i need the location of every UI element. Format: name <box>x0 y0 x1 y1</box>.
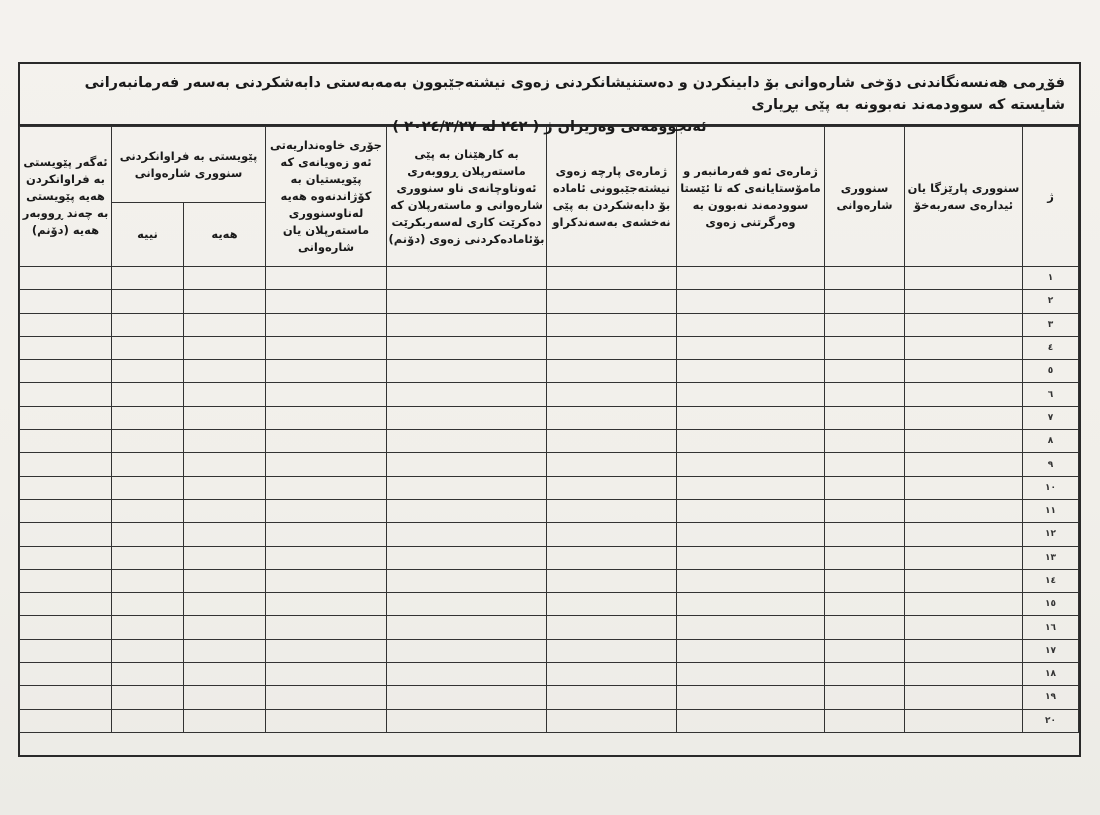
table-cell[interactable] <box>266 639 387 662</box>
table-cell[interactable] <box>387 663 547 686</box>
table-cell[interactable] <box>677 430 825 453</box>
table-cell[interactable] <box>112 430 184 453</box>
table-cell[interactable] <box>547 267 677 290</box>
table-cell[interactable] <box>20 313 112 336</box>
header-land-count: ژمارەی پارچە زەوی نیشتەجێبوونی ئامادە بۆ دابەشکردن بە پێی نەخشەی بەسەندکراو <box>547 127 677 267</box>
table-cell[interactable] <box>184 663 266 686</box>
table-cell[interactable] <box>387 267 547 290</box>
table-cell[interactable] <box>20 406 112 429</box>
table-cell[interactable] <box>547 499 677 522</box>
table-cell[interactable] <box>184 709 266 732</box>
header-masterplan: بە کارهێنان بە پێی ماستەرپلان ڕووبەری ئەوناوچانەی ناو سنووری شارەوانی و ماستەرپلان کە دەکرێت کاری لەسەربکرێت بۆئامادەکردنی زەوی (دۆنم) <box>387 127 547 267</box>
row-number: ٦ <box>1023 383 1079 406</box>
table-cell[interactable] <box>184 430 266 453</box>
table-cell[interactable] <box>677 313 825 336</box>
header-employees: ژمارەی ئەو فەرمانبەر و مامۆستایانەی کە تا ئێستا سوودمەند نەبوون بە وەرگرتنی زەوی <box>677 127 825 267</box>
table-row <box>20 686 1079 709</box>
table-cell[interactable] <box>387 639 547 662</box>
table-cell[interactable] <box>825 336 905 359</box>
table-cell[interactable] <box>184 360 266 383</box>
row-number: ١٤ <box>1023 569 1079 592</box>
table-cell[interactable] <box>825 569 905 592</box>
table-cell[interactable] <box>905 267 1023 290</box>
table-cell[interactable] <box>184 639 266 662</box>
table-cell[interactable] <box>677 453 825 476</box>
header-land-type: جۆری خاوەنداریەتی ئەو زەویانەی کە پێویستیان بە کۆژاندنەوە هەیە لەناوسنووری ماستەرپلان یان شارەوانی <box>266 127 387 267</box>
table-cell[interactable] <box>547 546 677 569</box>
table-cell[interactable] <box>387 686 547 709</box>
table-cell[interactable] <box>112 616 184 639</box>
table-cell[interactable] <box>825 616 905 639</box>
table-cell[interactable] <box>905 336 1023 359</box>
table-cell[interactable] <box>387 616 547 639</box>
table-cell[interactable] <box>20 523 112 546</box>
table-cell[interactable] <box>112 686 184 709</box>
table-cell[interactable] <box>387 546 547 569</box>
table-cell[interactable] <box>547 313 677 336</box>
table-cell[interactable] <box>905 663 1023 686</box>
table-cell[interactable] <box>905 476 1023 499</box>
table-cell[interactable] <box>547 360 677 383</box>
table-cell[interactable] <box>905 593 1023 616</box>
table-cell[interactable] <box>387 476 547 499</box>
table-cell[interactable] <box>677 406 825 429</box>
row-number: ٧ <box>1023 406 1079 429</box>
header-expand-no: نییە <box>112 203 184 267</box>
table-cell[interactable] <box>266 406 387 429</box>
table-cell[interactable] <box>184 686 266 709</box>
table-cell[interactable] <box>387 336 547 359</box>
row-number: ١٣ <box>1023 546 1079 569</box>
table-cell[interactable] <box>905 546 1023 569</box>
table-cell[interactable] <box>825 476 905 499</box>
row-number: ١٠ <box>1023 476 1079 499</box>
table-cell[interactable] <box>387 313 547 336</box>
table-cell[interactable] <box>825 360 905 383</box>
table-cell[interactable] <box>825 290 905 313</box>
table-cell[interactable] <box>20 360 112 383</box>
row-number: ٨ <box>1023 430 1079 453</box>
table-row <box>20 406 1079 429</box>
table-cell[interactable] <box>677 499 825 522</box>
table-cell[interactable] <box>112 523 184 546</box>
table-cell[interactable] <box>677 616 825 639</box>
row-number: ١ <box>1023 267 1079 290</box>
header-area: ئەگەر پێویستی بە فراوانکردن هەیە پێویستی بە چەند ڕووبەر هەیە (دۆنم) <box>20 127 112 267</box>
table-cell[interactable] <box>547 663 677 686</box>
table-cell[interactable] <box>184 499 266 522</box>
title-line-2: ئەنجوومەنی وەزیران ژ ( ٢٤٢ لە ٢٠٢٤/٣/٢٧ ) <box>392 119 707 135</box>
table-cell[interactable] <box>112 336 184 359</box>
table-cell[interactable] <box>677 686 825 709</box>
table-cell[interactable] <box>547 406 677 429</box>
row-number: ١٩ <box>1023 686 1079 709</box>
table-cell[interactable] <box>20 616 112 639</box>
table-cell[interactable] <box>266 569 387 592</box>
table-cell[interactable] <box>184 569 266 592</box>
table-cell[interactable] <box>905 453 1023 476</box>
table-row <box>20 546 1079 569</box>
table-cell[interactable] <box>184 336 266 359</box>
table-cell[interactable] <box>266 686 387 709</box>
table-cell[interactable] <box>905 360 1023 383</box>
header-expand-yes: هەیە <box>184 203 266 267</box>
table-cell[interactable] <box>387 406 547 429</box>
table-cell[interactable] <box>547 453 677 476</box>
table-cell[interactable] <box>266 546 387 569</box>
table-cell[interactable] <box>825 499 905 522</box>
table-cell[interactable] <box>112 383 184 406</box>
table-cell[interactable] <box>677 663 825 686</box>
table-cell[interactable] <box>905 383 1023 406</box>
table-row <box>20 499 1079 522</box>
table-cell[interactable] <box>547 336 677 359</box>
table-cell[interactable] <box>112 290 184 313</box>
table-cell[interactable] <box>112 639 184 662</box>
table-cell[interactable] <box>825 663 905 686</box>
table-cell[interactable] <box>20 453 112 476</box>
table-cell[interactable] <box>266 430 387 453</box>
table-cell[interactable] <box>20 336 112 359</box>
table-cell[interactable] <box>905 290 1023 313</box>
table-cell[interactable] <box>547 523 677 546</box>
table-cell[interactable] <box>905 430 1023 453</box>
table-cell[interactable] <box>112 709 184 732</box>
table-cell[interactable] <box>112 476 184 499</box>
table-cell[interactable] <box>387 430 547 453</box>
table-cell[interactable] <box>547 430 677 453</box>
row-number: ٩ <box>1023 453 1079 476</box>
table-cell[interactable] <box>266 523 387 546</box>
data-table <box>19 126 1079 733</box>
row-number: ٤ <box>1023 336 1079 359</box>
table-cell[interactable] <box>112 546 184 569</box>
table-cell[interactable] <box>20 663 112 686</box>
table-cell[interactable] <box>387 453 547 476</box>
table-cell[interactable] <box>266 616 387 639</box>
header-municipality: سنووری شارەوانی <box>825 127 905 267</box>
table-cell[interactable] <box>677 290 825 313</box>
table-cell[interactable] <box>825 546 905 569</box>
header-number: ژ <box>1023 127 1079 267</box>
row-number: ١٥ <box>1023 593 1079 616</box>
table-cell[interactable] <box>825 453 905 476</box>
table-row <box>20 569 1079 592</box>
table-cell[interactable] <box>905 523 1023 546</box>
table-cell[interactable] <box>825 686 905 709</box>
table-cell[interactable] <box>20 476 112 499</box>
form-title <box>20 64 1079 135</box>
table-cell[interactable] <box>825 406 905 429</box>
row-number: ١٦ <box>1023 616 1079 639</box>
table-cell[interactable] <box>266 593 387 616</box>
table-cell[interactable] <box>112 593 184 616</box>
row-number: ٥ <box>1023 360 1079 383</box>
table-cell[interactable] <box>266 336 387 359</box>
table-cell[interactable] <box>112 453 184 476</box>
table-cell[interactable] <box>387 569 547 592</box>
table-cell[interactable] <box>387 709 547 732</box>
table-cell[interactable] <box>905 313 1023 336</box>
table-cell[interactable] <box>547 569 677 592</box>
table-cell[interactable] <box>20 686 112 709</box>
row-number: ٢٠ <box>1023 709 1079 732</box>
table-cell[interactable] <box>20 569 112 592</box>
table-cell[interactable] <box>20 267 112 290</box>
header-district: سنووری پارێزگا یان ئیدارەی سەربەخۆ <box>905 127 1023 267</box>
table-cell[interactable] <box>112 569 184 592</box>
table-cell[interactable] <box>905 616 1023 639</box>
table-cell[interactable] <box>20 709 112 732</box>
table-row <box>20 709 1079 732</box>
title-line-1: فۆڕمی هەنسەنگاندنی دۆخی شارەوانی بۆ دابینکردن و دەستنیشانکردنی زەوی نیشتەجێبوون بەمەبەستی دابەشکردنی بەسەر فەرمانبەرانی شایستە کە سوودمەند نەبوونە بە پێی بڕیاری <box>84 75 1065 113</box>
table-cell[interactable] <box>266 267 387 290</box>
table-row <box>20 267 1079 290</box>
assessment-form <box>18 62 1081 757</box>
table-cell[interactable] <box>905 569 1023 592</box>
table-cell[interactable] <box>184 383 266 406</box>
row-number: ٣ <box>1023 313 1079 336</box>
table-cell[interactable] <box>677 569 825 592</box>
table-cell[interactable] <box>547 616 677 639</box>
table-cell[interactable] <box>20 290 112 313</box>
table-cell[interactable] <box>20 639 112 662</box>
table-cell[interactable] <box>20 383 112 406</box>
table-cell[interactable] <box>825 313 905 336</box>
table-cell[interactable] <box>905 406 1023 429</box>
table-cell[interactable] <box>184 616 266 639</box>
table-cell[interactable] <box>266 290 387 313</box>
table-cell[interactable] <box>677 593 825 616</box>
table-cell[interactable] <box>387 360 547 383</box>
table-cell[interactable] <box>547 709 677 732</box>
table-cell[interactable] <box>547 383 677 406</box>
table-cell[interactable] <box>905 639 1023 662</box>
table-cell[interactable] <box>184 476 266 499</box>
table-row <box>20 616 1079 639</box>
table-cell[interactable] <box>547 686 677 709</box>
table-row <box>20 313 1079 336</box>
header-expand: پێویستی بە فراوانکردنی سنووری شارەوانی <box>112 127 266 203</box>
table-row <box>20 430 1079 453</box>
table-cell[interactable] <box>825 383 905 406</box>
table-row <box>20 639 1079 662</box>
table-row <box>20 593 1079 616</box>
table-cell[interactable] <box>20 430 112 453</box>
table-cell[interactable] <box>266 383 387 406</box>
table-row <box>20 523 1079 546</box>
table-cell[interactable] <box>825 267 905 290</box>
table-cell[interactable] <box>387 523 547 546</box>
table-cell[interactable] <box>547 593 677 616</box>
table-row <box>20 383 1079 406</box>
table-cell[interactable] <box>266 360 387 383</box>
table-cell[interactable] <box>677 709 825 732</box>
table-cell[interactable] <box>547 639 677 662</box>
table-cell[interactable] <box>905 499 1023 522</box>
table-row <box>20 663 1079 686</box>
table-cell[interactable] <box>547 290 677 313</box>
row-number: ١١ <box>1023 499 1079 522</box>
table-cell[interactable] <box>20 593 112 616</box>
table-cell[interactable] <box>266 313 387 336</box>
table-cell[interactable] <box>20 499 112 522</box>
table-cell[interactable] <box>677 336 825 359</box>
table-cell[interactable] <box>677 267 825 290</box>
table-cell[interactable] <box>547 476 677 499</box>
table-cell[interactable] <box>184 453 266 476</box>
table-cell[interactable] <box>677 383 825 406</box>
table-cell[interactable] <box>825 709 905 732</box>
table-cell[interactable] <box>677 639 825 662</box>
table-cell[interactable] <box>184 290 266 313</box>
table-row <box>20 453 1079 476</box>
table-cell[interactable] <box>266 476 387 499</box>
table-cell[interactable] <box>266 709 387 732</box>
table-cell[interactable] <box>905 709 1023 732</box>
table-cell[interactable] <box>387 383 547 406</box>
table-cell[interactable] <box>677 476 825 499</box>
table-cell[interactable] <box>387 593 547 616</box>
row-number: ١٨ <box>1023 663 1079 686</box>
table-cell[interactable] <box>387 290 547 313</box>
table-cell[interactable] <box>112 663 184 686</box>
table-cell[interactable] <box>20 546 112 569</box>
table-cell[interactable] <box>825 523 905 546</box>
table-cell[interactable] <box>112 499 184 522</box>
table-row <box>20 476 1079 499</box>
table-cell[interactable] <box>266 499 387 522</box>
row-number: ١٢ <box>1023 523 1079 546</box>
table-cell[interactable] <box>905 686 1023 709</box>
table-cell[interactable] <box>825 639 905 662</box>
table-cell[interactable] <box>112 267 184 290</box>
table-cell[interactable] <box>677 546 825 569</box>
table-cell[interactable] <box>184 406 266 429</box>
table-cell[interactable] <box>387 499 547 522</box>
table-cell[interactable] <box>825 430 905 453</box>
table-cell[interactable] <box>112 313 184 336</box>
table-cell[interactable] <box>184 267 266 290</box>
table-body <box>20 267 1079 733</box>
table-row <box>20 360 1079 383</box>
table-cell[interactable] <box>184 313 266 336</box>
row-number: ٢ <box>1023 290 1079 313</box>
table-cell[interactable] <box>184 593 266 616</box>
table-cell[interactable] <box>112 360 184 383</box>
table-cell[interactable] <box>184 523 266 546</box>
table-cell[interactable] <box>266 663 387 686</box>
row-number: ١٧ <box>1023 639 1079 662</box>
table-cell[interactable] <box>184 546 266 569</box>
table-cell[interactable] <box>112 406 184 429</box>
table-cell[interactable] <box>825 593 905 616</box>
table-cell[interactable] <box>266 453 387 476</box>
table-cell[interactable] <box>677 523 825 546</box>
table-row <box>20 290 1079 313</box>
table-row <box>20 336 1079 359</box>
table-cell[interactable] <box>677 360 825 383</box>
